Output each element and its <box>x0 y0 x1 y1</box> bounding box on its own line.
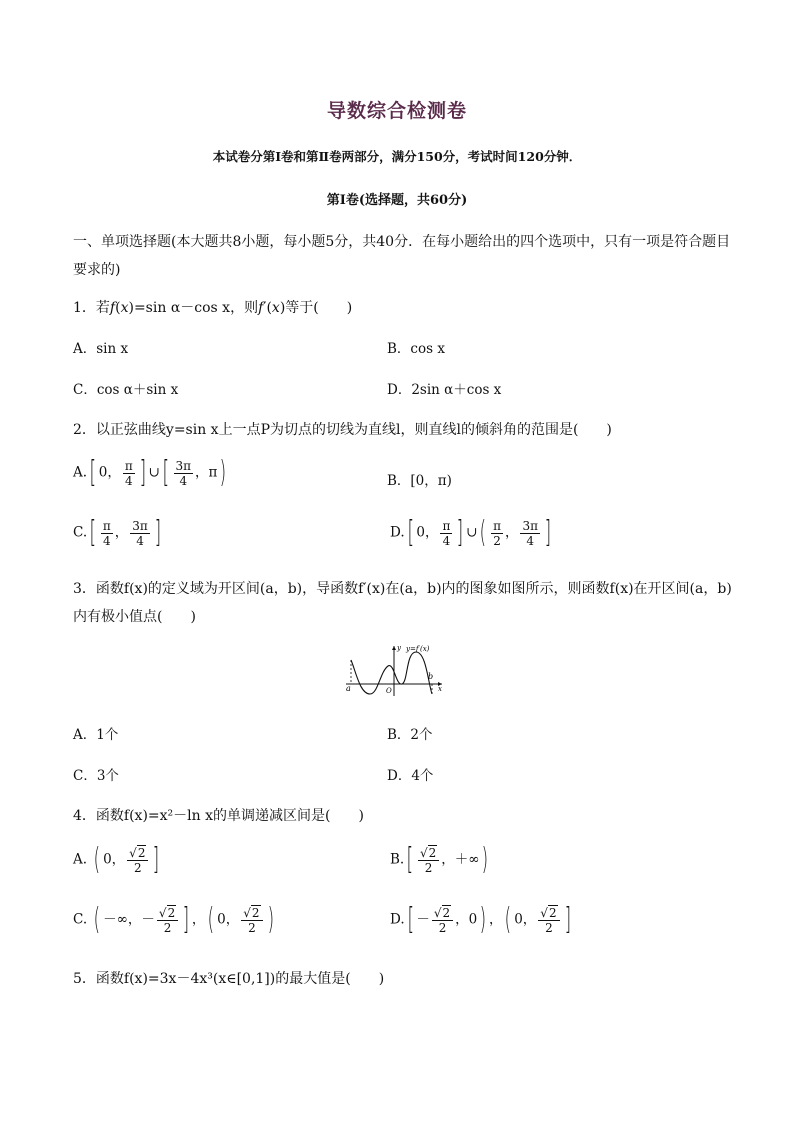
question-3-option-c[interactable]: C．3个 <box>73 768 119 784</box>
question-3-stem-line-2: 内有极小值点( ) <box>73 609 196 625</box>
question-2-stem: 2．以正弦曲线y=sin x上一点P为切点的切线为直线l，则直线l的倾斜角的范围是( ) <box>73 422 612 438</box>
question-1-option-d[interactable]: D．2sin α＋cos x <box>387 382 502 398</box>
question-3-option-d[interactable]: D．4个 <box>387 768 434 784</box>
question-3-stem-line-1: 3．函数f(x)的定义域为开区间(a，b)，导函数f′(x)在(a，b)内的图象如图所示，则函数f(x)在开区间(a，b) <box>73 581 732 597</box>
question-4-option-d[interactable]: D.[ － $\frac{√2}{2}$ ，0) ，( 0， $\frac{√2}{2}$ ] <box>390 902 571 937</box>
question-1-stem: 1．若f(x)=sin α－cos x，则f′(x)等于( ) <box>73 300 353 316</box>
question-4-option-a[interactable]: A. ( 0， $\frac{√2}{2}$ ] <box>73 842 160 877</box>
section-heading: 一、单项选择题(本大题共8小题，每小题5分，共40分．在每小题给出的四个选项中，只有一项是符合题目要求的) <box>73 234 731 278</box>
question-5-stem: 5．函数f(x)=3x－4x³(x∈[0,1])的最大值是( ) <box>73 971 385 987</box>
label-axis-x: x <box>438 685 442 693</box>
question-3-option-a[interactable]: A．1个 <box>73 727 119 743</box>
question-4-option-c[interactable]: C. ( －∞，－ $\frac{√2}{2}$ ] ，( 0， $\frac{√2}{2}$ ) <box>73 902 274 937</box>
y-axis-arrow <box>392 646 396 650</box>
derivative-graph <box>342 642 446 698</box>
question-4-option-b[interactable]: B.[ $\frac{√2}{2}$ ，＋∞) <box>390 842 489 877</box>
page-title: 导数综合检测卷 <box>326 100 467 122</box>
label-origin: O <box>386 687 392 695</box>
question-1-option-c[interactable]: C．cos α＋sin x <box>73 382 179 398</box>
question-1-option-a[interactable]: A．sin x <box>73 341 129 357</box>
question-2-option-c[interactable]: C.[ $\frac{\pi}{4}$ ， $\frac{3\pi}{4}$ ] <box>73 515 161 550</box>
question-3-option-b[interactable]: B．2个 <box>387 727 433 743</box>
curve-label: y=f′(x) <box>406 645 430 653</box>
question-1-option-b[interactable]: B．cos x <box>387 341 445 357</box>
question-2-option-b[interactable]: B．[0，π) <box>387 473 452 489</box>
label-a: a <box>346 684 351 693</box>
part-heading: 第Ⅰ卷(选择题，共60分) <box>326 193 468 208</box>
question-2-option-a[interactable]: A.[ 0， $\frac{\pi}{4}$ ] ∪[ $\frac{3\pi}{4}$ ，π) <box>73 455 227 490</box>
label-axis-y: y <box>397 644 401 652</box>
exam-intro: 本试卷分第Ⅰ卷和第Ⅱ卷两部分，满分150分，考试时间120分钟． <box>212 149 582 164</box>
label-b: b <box>428 672 434 681</box>
question-4-stem: 4．函数f(x)=x²－ln x的单调递减区间是( ) <box>73 808 364 824</box>
question-2-option-d[interactable]: D.[ 0， $\frac{\pi}{4}$ ] ∪( $\frac{\pi}{2}$ ， $\frac{3\pi}{4}$ ] <box>390 515 552 550</box>
